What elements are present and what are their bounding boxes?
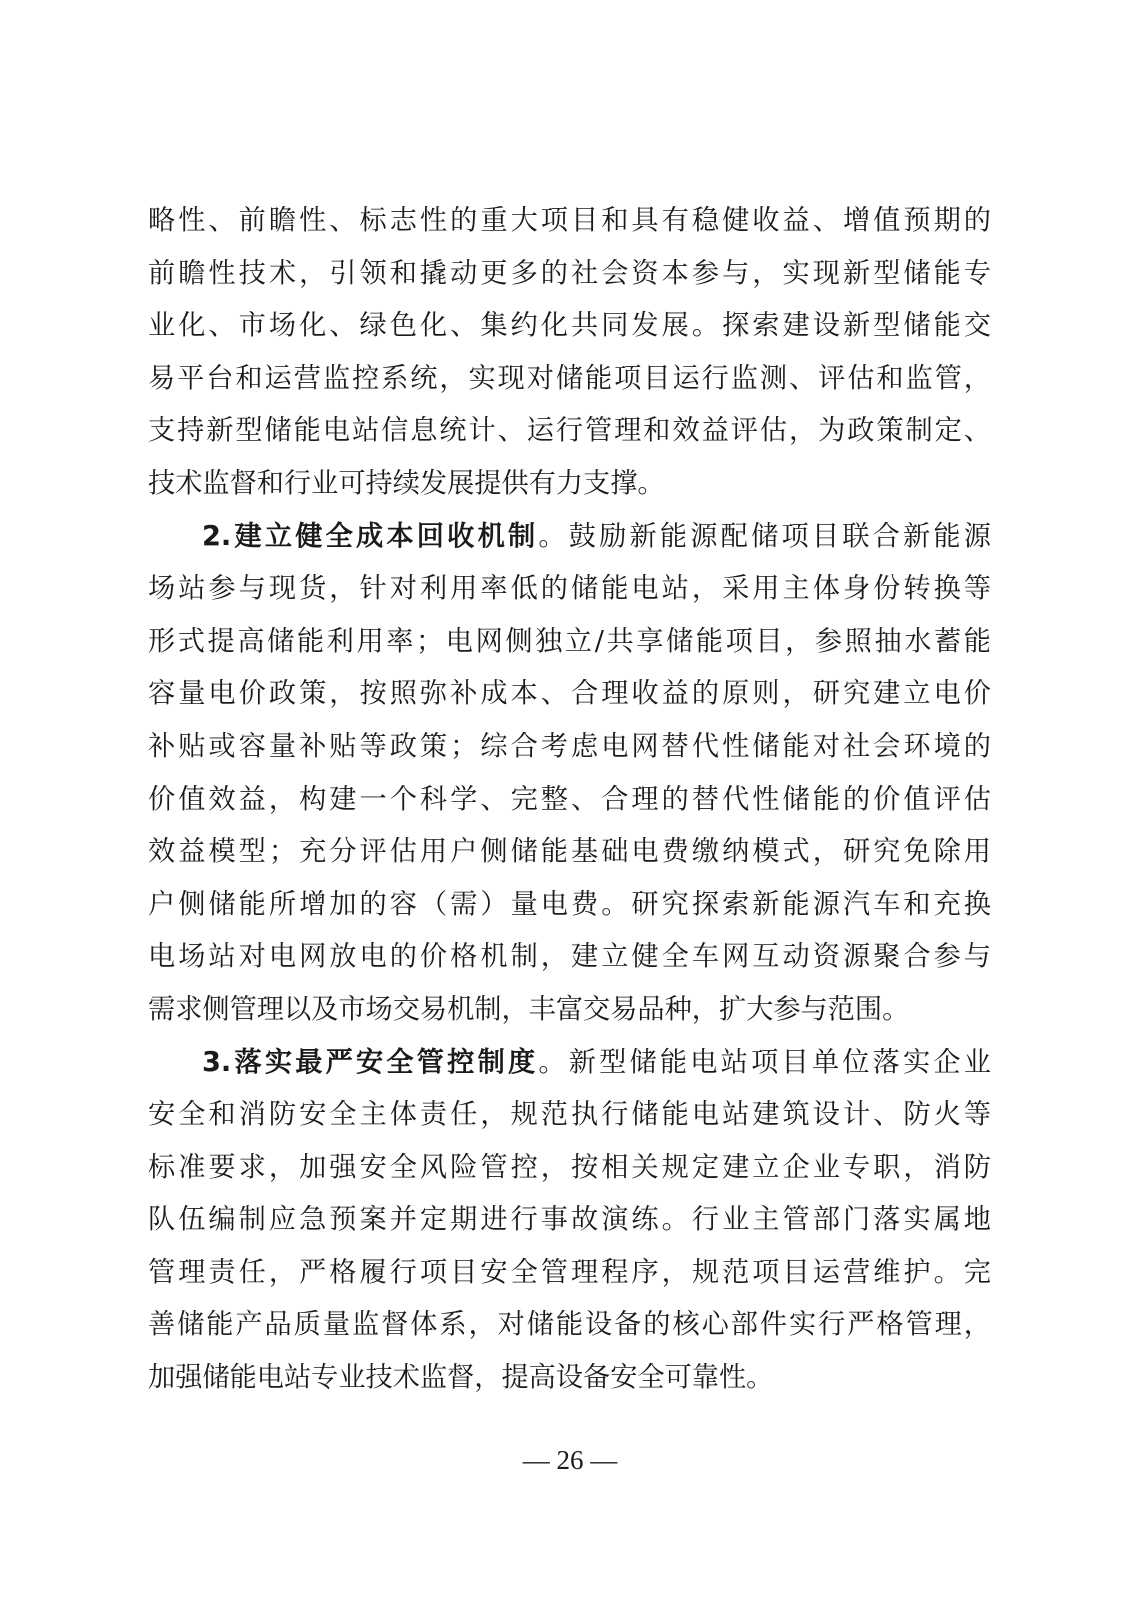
- section-3-first-line: [148, 1037, 991, 1090]
- text-line: 易平台和运营监控系统，实现对储能项目运行监测、评估和监管，: [148, 362, 991, 394]
- text-line: 安全和消防安全主体责任，规范执行储能电站建筑设计、防火等: [148, 1099, 991, 1131]
- text-line: 加强储能电站专业技术监督，提高设备安全可靠性。: [148, 1362, 774, 1394]
- section-2-first-line-text: 。鼓励新能源配储项目联合新能源: [538, 520, 991, 552]
- body-text: [148, 195, 991, 1405]
- text-line: 业化、市场化、绿色化、集约化共同发展。探索建设新型储能交: [148, 310, 991, 342]
- text-line: 管理责任，严格履行项目安全管理程序，规范项目运营维护。完: [148, 1256, 991, 1288]
- text-line: 电场站对电网放电的价格机制，建立健全车网互动资源聚合参与: [148, 941, 991, 973]
- text-line: 价值效益，构建一个科学、完整、合理的替代性储能的价值评估: [148, 783, 991, 815]
- text-line: 支持新型储能电站信息统计、运行管理和效益评估，为政策制定、: [148, 415, 991, 447]
- text-line: 场站参与现货，针对利用率低的储能电站，采用主体身份转换等: [148, 573, 991, 605]
- page-number: — 26 —: [522, 1445, 618, 1475]
- text-line: 效益模型；充分评估用户侧储能基础电费缴纳模式，研究免除用: [148, 836, 991, 868]
- section-3-first-line-text: 。新型储能电站项目单位落实企业: [538, 1046, 991, 1078]
- text-line: 容量电价政策，按照弥补成本、合理收益的原则，研究建立电价: [148, 678, 991, 710]
- text-line: 技术监督和行业可持续发展提供有力支撑。: [148, 467, 665, 499]
- section-3-heading: 3.落实最严安全管控制度: [202, 1046, 539, 1078]
- text-line: 善储能产品质量监督体系，对储能设备的核心部件实行严格管理，: [148, 1309, 991, 1341]
- section-2-first-line: [148, 511, 991, 564]
- text-line: 前瞻性技术，引领和撬动更多的社会资本参与，实现新型储能专: [148, 257, 991, 289]
- text-line: 补贴或容量补贴等政策；综合考虑电网替代性储能对社会环境的: [148, 730, 991, 762]
- text-line: 需求侧管理以及市场交易机制，丰富交易品种，扩大参与范围。: [148, 993, 910, 1025]
- text-line: 略性、前瞻性、标志性的重大项目和具有稳健收益、增值预期的: [148, 205, 991, 236]
- section-2-heading: 2.建立健全成本回收机制: [202, 520, 539, 552]
- text-line: 户侧储能所增加的容（需）量电费。研究探索新能源汽车和充换: [148, 888, 991, 920]
- text-line: 标准要求，加强安全风险管控，按相关规定建立企业专职，消防: [148, 1151, 991, 1183]
- text-line: 形式提高储能利用率；电网侧独立/共享储能项目，参照抽水蓄能: [148, 625, 991, 657]
- text-line: 队伍编制应急预案并定期进行事故演练。行业主管部门落实属地: [148, 1204, 991, 1236]
